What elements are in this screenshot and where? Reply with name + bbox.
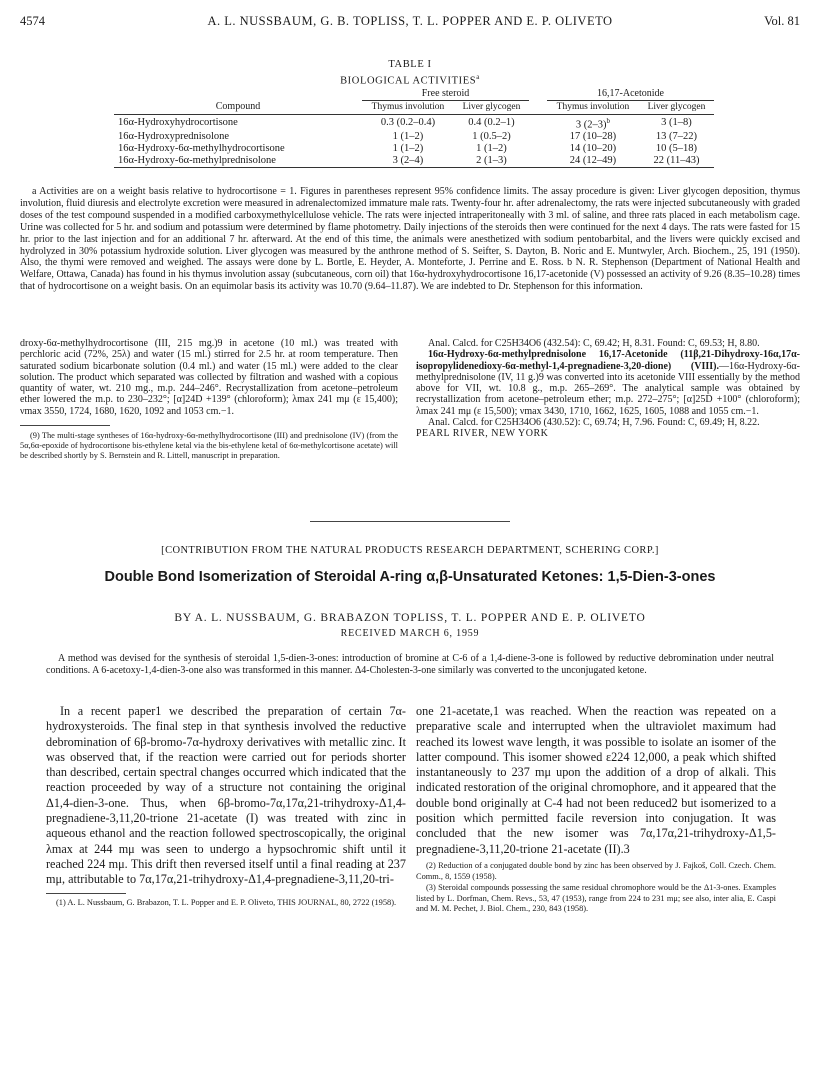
analysis-2: Anal. Calcd. for C25H34O6 (430.52): C, 69.74; H, 7.96. Found: C, 69.49; H, 8.22. bbox=[428, 417, 760, 429]
column-acetonide-thymus: Thymus involution bbox=[547, 101, 639, 115]
column-acetonide-liver: Liver glycogen bbox=[639, 101, 714, 115]
footnote-text: (2) Reduction of a conjugated double bond by zinc has been observed by J. Fajkoš, Coll. Czech. Chem. Comm., 8, 1559 (1958). bbox=[416, 860, 776, 881]
compound-name: 16α-Hydroxy-6α-methylprednisolone bbox=[118, 155, 276, 166]
group-free-steroid: Free steroid bbox=[362, 88, 529, 101]
compound-name: 16α-Hydroxy-6α-methylhydrocortisone bbox=[118, 143, 285, 154]
cell-value: 1 (0.5–2) bbox=[472, 131, 511, 142]
footnote-9 bbox=[20, 431, 398, 462]
contribution-line: [CONTRIBUTION FROM THE NATURAL PRODUCTS RESEARCH DEPARTMENT, SCHERING CORP.] bbox=[161, 545, 659, 556]
byline: BY A. L. NUSSBAUM, G. BRABAZON TOPLISS, T. L. POPPER AND E. P. OLIVETO bbox=[174, 612, 646, 624]
cell-text: 3 (2–3) bbox=[575, 119, 607, 130]
compound-heading: 16α-Hydroxy-6α-methylprednisolone 16,17-Acetonide (11β,21-Dihydroxy-16α,17α-isopropylidenedioxy-6α-methyl-1,4-pregnadiene-3,20-dione) (VIII). bbox=[416, 349, 800, 372]
cell-value: 1 (1–2) bbox=[392, 131, 424, 142]
cell-value: 24 (12–49) bbox=[569, 155, 617, 166]
body-paragraph: one 21-acetate,1 was reached. When the reaction was repeated on a preparative scale and interrupted when the ultraviolet maximum had reached its lowest wave length, it was possible to isolate an isomer of the latter compound. This isomer showed ε224 12,000, a peak which shifted instantaneously to 237 mμ upon the addition of a drop of alkali. This indicated restoration of the original chromophore, and it appeared that the double bond originally at C-4 had not been reduced2 but isomerized to a position which permitted facile reversion into conjugation. It was concluded that the new isomer was 7α,17α,21-trihydroxy-Δ1,5-pregnadiene-3,11,20-trione 21-acetate (II).3 bbox=[416, 704, 776, 856]
cell-value: 0.4 (0.2–1) bbox=[468, 116, 515, 128]
footnote-text: (1) A. L. Nussbaum, G. Brabazon, T. L. Popper and E. P. Oliveto, THIS JOURNAL, 80, 2722 (1958). bbox=[56, 897, 397, 907]
page-number: 4574 bbox=[20, 14, 45, 28]
compound-name: 16α-Hydroxyhydrocortisone bbox=[118, 116, 238, 128]
cell-value bbox=[547, 114, 639, 131]
table-row bbox=[114, 114, 714, 131]
cell-value: 0.3 (0.2–0.4) bbox=[380, 116, 436, 128]
running-authors: A. L. NUSSBAUM, G. B. TOPLISS, T. L. POPPER AND E. P. OLIVETO bbox=[207, 14, 613, 28]
analysis-1: Anal. Calcd. for C25H34O6 (432.54): C, 69.42; H, 8.31. Found: C, 69.53; H, 8.80. bbox=[428, 338, 760, 349]
footnote-divider bbox=[46, 893, 126, 894]
compound-body: —16α-Hydroxy-6α-methylprednisolone (IV, 11 g.)9 was converted into its acetonide VIII essentially by the method above for VII, wt. 10.8 g., m.p. 265–269°. The analytical sample was obtained by recrystallization from acetone–petroleum ether; m.p. 272–275°; [α]25D +100° (chloroform); λmax 241 mμ (ε 15,500); νmax 3430, 1710, 1662, 1625, 1605, 1088 and 1055 cm.−1. bbox=[416, 360, 800, 417]
cell-value: 2 (1–3) bbox=[476, 155, 507, 166]
article-title: Double Bond Isomerization of Steroidal A-ring α,β-Unsaturated Ketones: 1,5-Dien-3-ones bbox=[104, 569, 716, 585]
footnote-3 bbox=[416, 883, 776, 915]
cell-value: 1 (1–2) bbox=[476, 143, 507, 154]
abstract-text: A method was devised for the synthesis of steroidal 1,5-dien-3-ones: introduction of bromine at C-6 of a 1,4-diene-3-one is followed by reductive debromination under neutral conditions. A 6-acetoxy-1,4-dien-3-one also was transformed in this manner. Δ4-Cholesten-3-one similarly was converted to the unconjugated ketone. bbox=[46, 653, 774, 676]
column-free-thymus: Thymus involution bbox=[362, 101, 454, 115]
body-left-column bbox=[46, 704, 406, 908]
experimental-paragraph: droxy-6α-methylhydrocortisone (III, 215 mg.)9 in acetone (10 ml.) was treated with perchloric acid (72%, 25λ) and water (15 ml.) stirred for 2.5 hr. at room temperature. Then saturated sodium bicarbonate solution (0.4 ml.) and water (15 ml.) were added to the clear solution. The product which separated was collected by filtration and washed with a copious quantity of water, wt. 210 mg., m.p. 244–246°. Recrystallization from acetone–petroleum ether lowered the m.p. to 230–232°; [α]24D +139° (chloroform); λmax 241 mμ (ε 15,400); νmax 3550, 1724, 1680, 1620, 1092 and 1053 cm.−1. bbox=[20, 338, 398, 417]
table-row bbox=[114, 143, 714, 155]
right-column bbox=[416, 338, 800, 440]
table-title-footnote-mark: a bbox=[476, 73, 480, 81]
left-column bbox=[20, 338, 398, 462]
footnote-text: (9) The multi-stage syntheses of 16α-hydroxy-6α-methylhydrocortisone (III) and prednisolone (IV) (from the 5α,6α-epoxide of hydrocortisone bis-ethylene ketal via the bis-ethylene ketal of 6α-methylcortisone acetate) will be described shortly by S. Bernstein and R. Littell, manuscript in preparation. bbox=[20, 431, 398, 461]
cell-value: 22 (11–43) bbox=[653, 155, 700, 166]
cell-footnote-mark: b bbox=[606, 116, 611, 125]
cell-value: 10 (5–18) bbox=[655, 143, 698, 154]
cell-value: 13 (7–22) bbox=[655, 131, 698, 142]
table-footnote-text: a Activities are on a weight basis relative to hydrocortisone = 1. Figures in parentheses represent 95% confidence limits. The assay procedure is given: Liver glycogen deposition, thymus involution, fluid diuresis and electrolyte excretion were measured in adrenalectomized immature male rats. Twenty-four hr. after adrenalectomy, the rats were injected subcutaneously with graded doses of the test compound suspended in a modified carboxymethylcellulose vehicle. The rats were injected intraperitoneally with 3 ml. of saline, and three rats placed in each metabolism cage. Urine was collected for 5 hr. and sodium and potassium were determined by flame photometry. Daily injections of the steroids then were continued for the next 4 days. The rats were fasted for 15 hr. prior to the last injection and for an additional 7 hr. afterward. At the end of this time, the animals were anesthetized with sodium pentobarbital, and the livers were quickly excised and hydrolyzed in 30% potassium hydroxide solution. Liver glycogen was measured by the anthrone method of S. Seifter, S. Dayton, B. Noric and E. Muntwyler, Arch. Biochem., 25, 191 (1950). Also, the thymi were removed and weighed. The assays were done by L. Bortle, E. Heyder, A. Monteforte, J. Perrine and E. Ross. b N. R. Stephenson (Department of National Health and Welfare, Ottawa, Canada) has found in his thymus involution assay (subcutaneous, corn oil) that 16α-hydroxyhydrocortisone 16,17-acetonide (V) possessed an activity of 9.26 (8.35–10.28) times that of hydrocortisone on a weight basis. On an equimolar basis its activity was 10.70 (9.64–11.87). We are indebted to Dr. Stephenson for this information. bbox=[20, 186, 800, 293]
abstract bbox=[46, 653, 774, 677]
address: PEARL RIVER, NEW YORK bbox=[416, 428, 549, 440]
table-label: TABLE I bbox=[388, 59, 432, 70]
footnote-1 bbox=[46, 898, 406, 909]
table-title bbox=[0, 73, 820, 87]
cell-value: 3 (1–8) bbox=[661, 116, 692, 128]
compound-name: 16α-Hydroxyprednisolone bbox=[118, 131, 230, 142]
body-right-column bbox=[416, 704, 776, 915]
group-acetonide: 16,17-Acetonide bbox=[547, 88, 714, 101]
column-free-liver: Liver glycogen bbox=[454, 101, 529, 115]
experimental-entry bbox=[416, 349, 800, 417]
table-footnote bbox=[20, 186, 800, 293]
table-title-text: BIOLOGICAL ACTIVITIES bbox=[340, 75, 477, 87]
cell-value: 17 (10–28) bbox=[569, 131, 617, 142]
cell-value: 3 (2–4) bbox=[392, 155, 424, 166]
footnote-2 bbox=[416, 861, 776, 882]
cell-value: 1 (1–2) bbox=[392, 143, 424, 154]
section-divider bbox=[310, 521, 510, 522]
biological-activities-table bbox=[114, 88, 714, 168]
footnote-text: (3) Steroidal compounds possessing the same residual chromophore would be the Δ1-3-ones. Examples listed by L. Dorfman, Chem. Revs., 53, 47 (1953), range from 224 to 231 mμ; see also, inter alia, E. Caspi and M. M. Pechet, J. Biol. Chem., 230, 843 (1958). bbox=[416, 883, 776, 914]
running-header bbox=[20, 14, 800, 30]
body-paragraph: In a recent paper1 we described the preparation of certain 7α-hydroxysteroids. The final step in that synthesis involved the reductive debromination of 6β-bromo-7α-hydroxy derivatives with metallic zinc. It was observed that, if the reaction were carried out for periods shorter than described, certain spectral changes occurred which indicated that the reaction proceeded by way of a structure not containing the original Δ1,4-dien-3-one. Thus, when 6β-bromo-7α,17α,21-trihydroxy-Δ1,4-pregnadiene-3,11,20-trione 21-acetate (I) was treated with zinc in aqueous ethanol and the reaction followed spectroscopically, the original λmax at 244 mμ was seen to undergo a hypsochromic shift until it reached 224 mμ. This drift then reversed itself until a final reading at 237 mμ, attributable to 7α,17α,21-trihydroxy-Δ1,4-pregnadiene-3,11,20-tri- bbox=[46, 704, 406, 887]
table-row bbox=[114, 131, 714, 143]
footnote-divider bbox=[20, 425, 110, 426]
table-row bbox=[114, 155, 714, 168]
cell-value: 14 (10–20) bbox=[569, 143, 617, 154]
received-date: RECEIVED MARCH 6, 1959 bbox=[340, 628, 480, 639]
volume-number: Vol. 81 bbox=[764, 14, 800, 28]
column-compound: Compound bbox=[114, 101, 362, 115]
